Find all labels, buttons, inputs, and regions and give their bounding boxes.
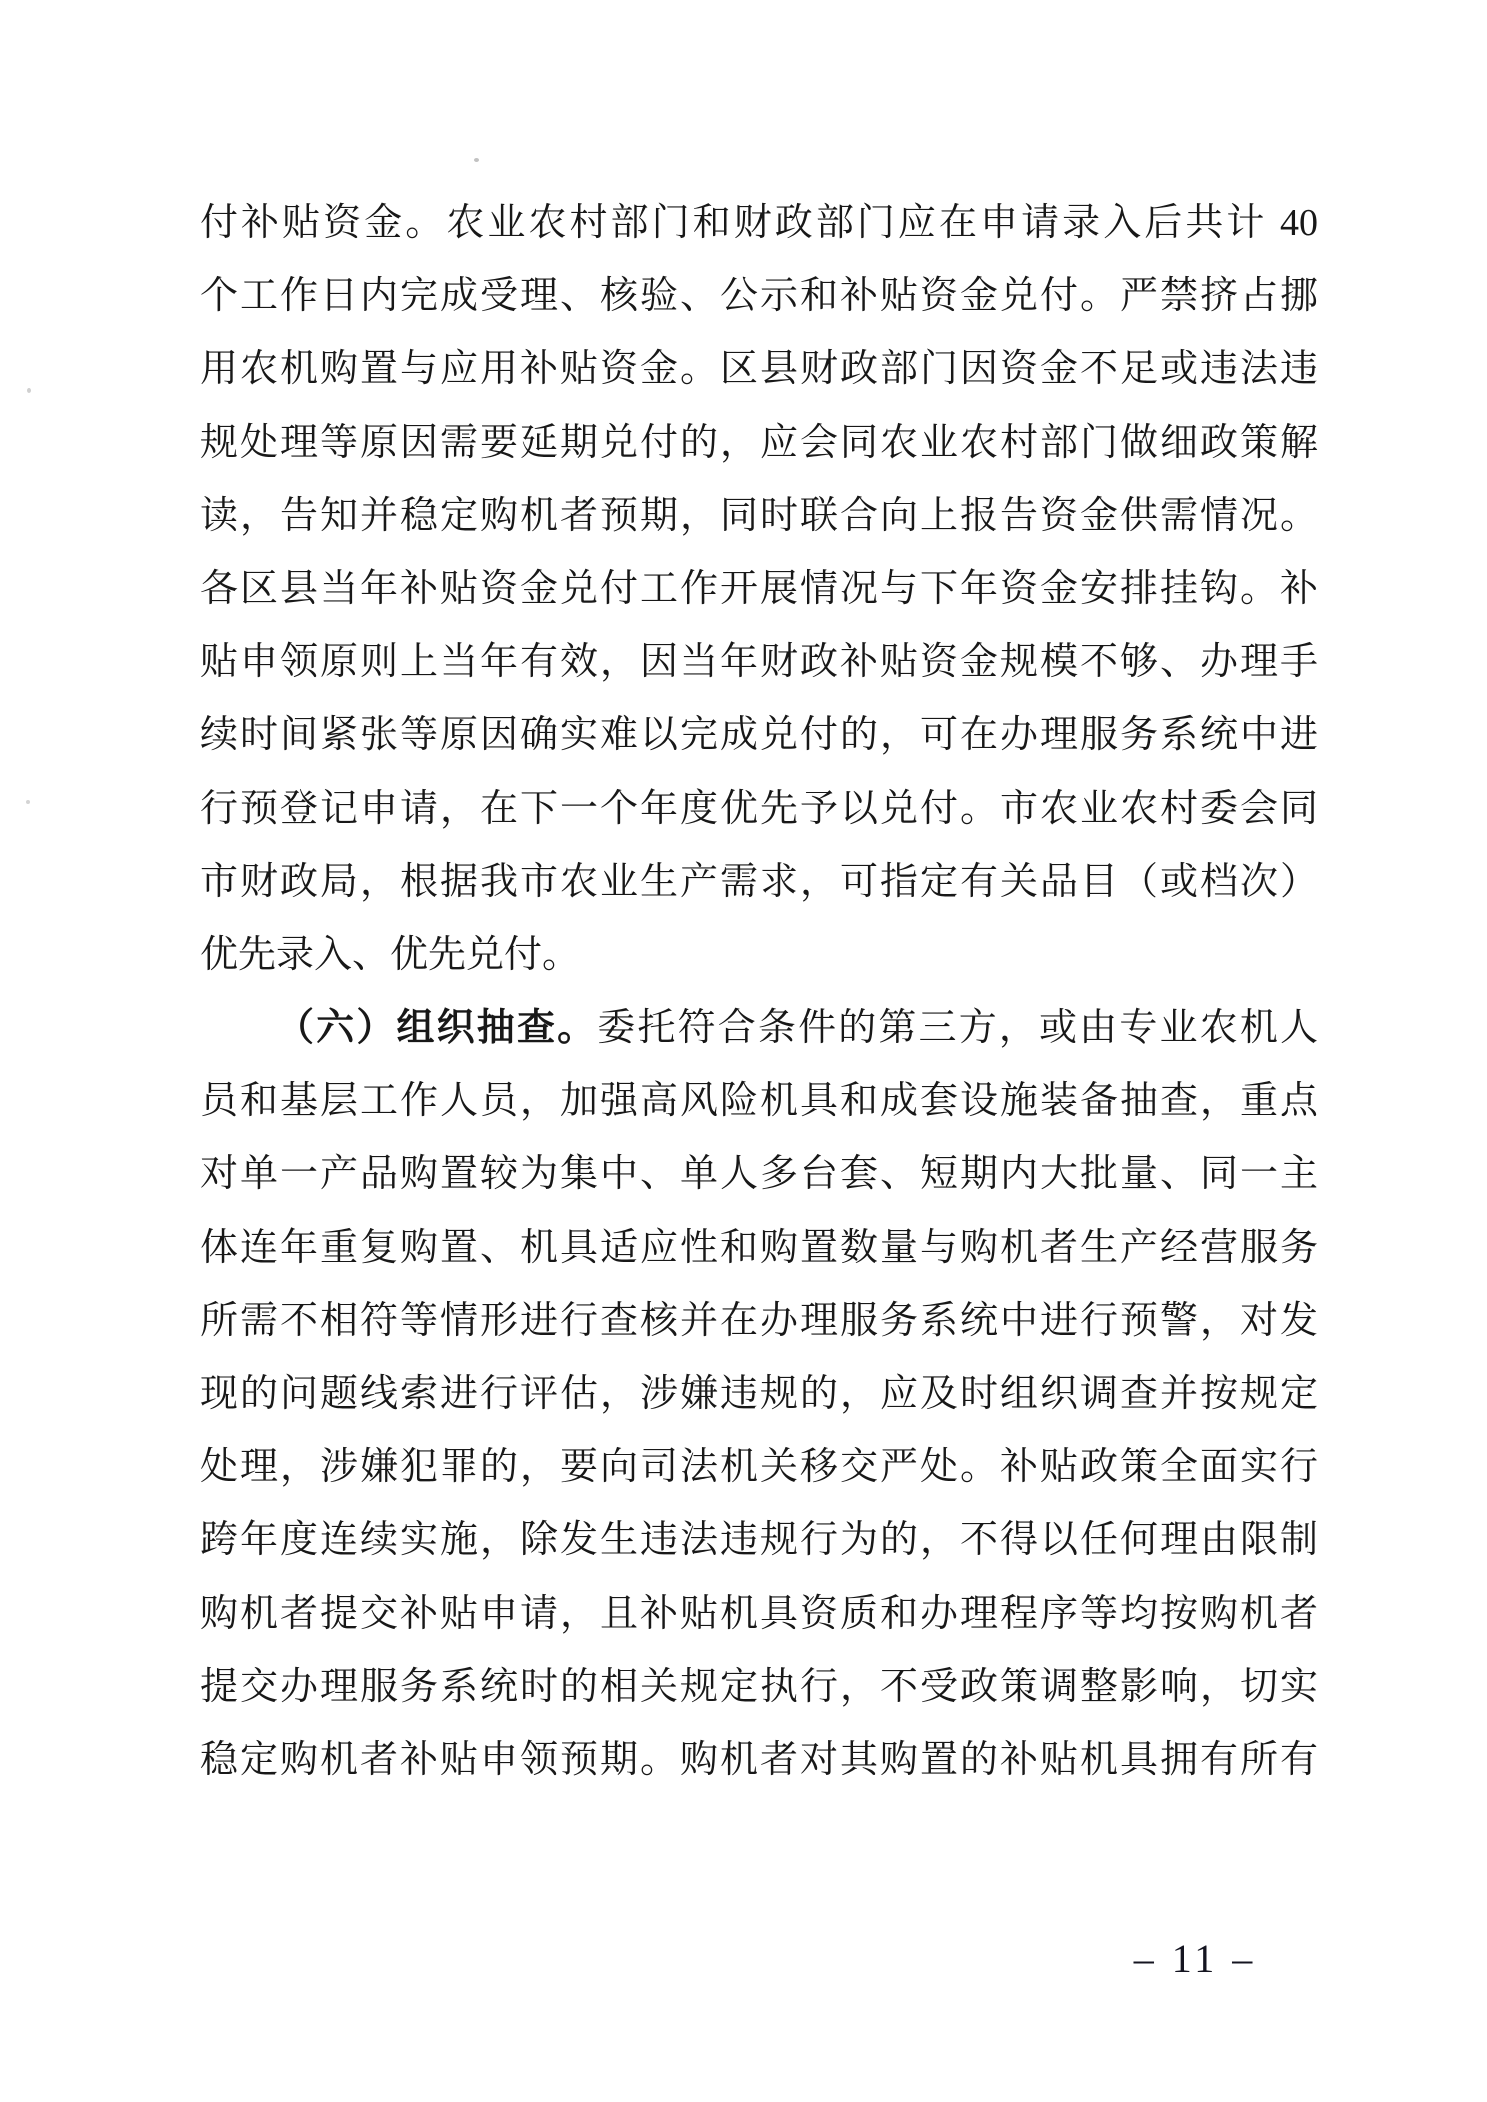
text-segment: 处理，涉嫌犯罪的，要向司法机关移交严处。补贴政策全面实行 [200, 1446, 1318, 1489]
text-segment: 市财政局，根据我市农业生产需求，可指定有关品目（或档次） [200, 860, 1318, 903]
text-segment: 委托符合条件的第三方，或由专业农机人 [597, 1007, 1318, 1050]
text-segment: 跨年度连续实施，除发生违法违规行为的，不得以任何理由限制 [200, 1519, 1318, 1562]
text-line [200, 1138, 1318, 1211]
text-line [200, 1724, 1318, 1797]
text-line [200, 1651, 1318, 1724]
text-segment: 优先录入、优先兑付。 [200, 933, 581, 976]
text-line [200, 1431, 1318, 1504]
text-segment: 提交办理服务系统时的相关规定执行，不受政策调整影响，切实 [200, 1665, 1318, 1708]
text-line [200, 333, 1318, 406]
text-line [200, 1285, 1318, 1358]
text-line [200, 187, 1318, 260]
text-segment: 行预登记申请，在下一个年度优先予以兑付。市农业农村委会同 [200, 787, 1318, 830]
page-number: – 11 – [1133, 1936, 1257, 1981]
text-segment: 规处理等原因需要延期兑付的，应会同农业农村部门做细政策解 [200, 421, 1318, 464]
text-segment: 稳定购机者补贴申领预期。购机者对其购置的补贴机具拥有所有 [200, 1738, 1318, 1781]
text-segment: 体连年重复购置、机具适应性和购置数量与购机者生产经营服务 [200, 1226, 1318, 1269]
text-line [200, 407, 1318, 480]
text-segment: 员和基层工作人员，加强高风险机具和成套设施装备抽查，重点 [200, 1080, 1318, 1123]
text-line [200, 480, 1318, 553]
text-segment: 购机者提交补贴申请，且补贴机具资质和办理程序等均按购机者 [200, 1592, 1318, 1635]
text-line [200, 1358, 1318, 1431]
scan-speck [474, 158, 479, 162]
text-line [200, 1578, 1318, 1651]
text-segment: 所需不相符等情形进行查核并在办理服务系统中进行预警，对发 [200, 1299, 1318, 1342]
text-segment: 个工作日内完成受理、核验、公示和补贴资金兑付。严禁挤占挪 [200, 275, 1318, 318]
text-segment: 现的问题线索进行评估，涉嫌违规的，应及时组织调查并按规定 [200, 1373, 1318, 1415]
bold-heading-segment: （六）组织抽查。 [276, 1007, 598, 1050]
text-segment: 贴申领原则上当年有效，因当年财政补贴资金规模不够、办理手 [200, 641, 1318, 684]
text-line [200, 626, 1318, 699]
text-line [200, 553, 1318, 626]
text-line [200, 919, 1318, 992]
text-line [200, 699, 1318, 772]
document-body [200, 187, 1318, 1797]
text-segment: 对单一产品购置较为集中、单人多台套、短期内大批量、同一主 [200, 1153, 1318, 1196]
text-line [200, 846, 1318, 919]
text-segment: 付补贴资金。农业农村部门和财政部门应在申请录入后共计 40 [200, 202, 1318, 244]
text-line [200, 260, 1318, 333]
text-segment: 用农机购置与应用补贴资金。区县财政部门因资金不足或违法违 [200, 348, 1318, 391]
text-line [200, 1504, 1318, 1577]
text-segment: 各区县当年补贴资金兑付工作开展情况与下年资金安排挂钩。补 [200, 567, 1318, 610]
text-line [200, 1065, 1318, 1138]
text-segment: 续时间紧张等原因确实难以完成兑付的，可在办理服务系统中进 [200, 714, 1318, 757]
text-line [200, 992, 1318, 1065]
text-segment: 读，告知并稳定购机者预期，同时联合向上报告资金供需情况。 [200, 494, 1318, 537]
text-line [200, 1212, 1318, 1285]
scan-speck [27, 388, 31, 393]
text-line [200, 773, 1318, 846]
scan-speck [26, 800, 30, 804]
